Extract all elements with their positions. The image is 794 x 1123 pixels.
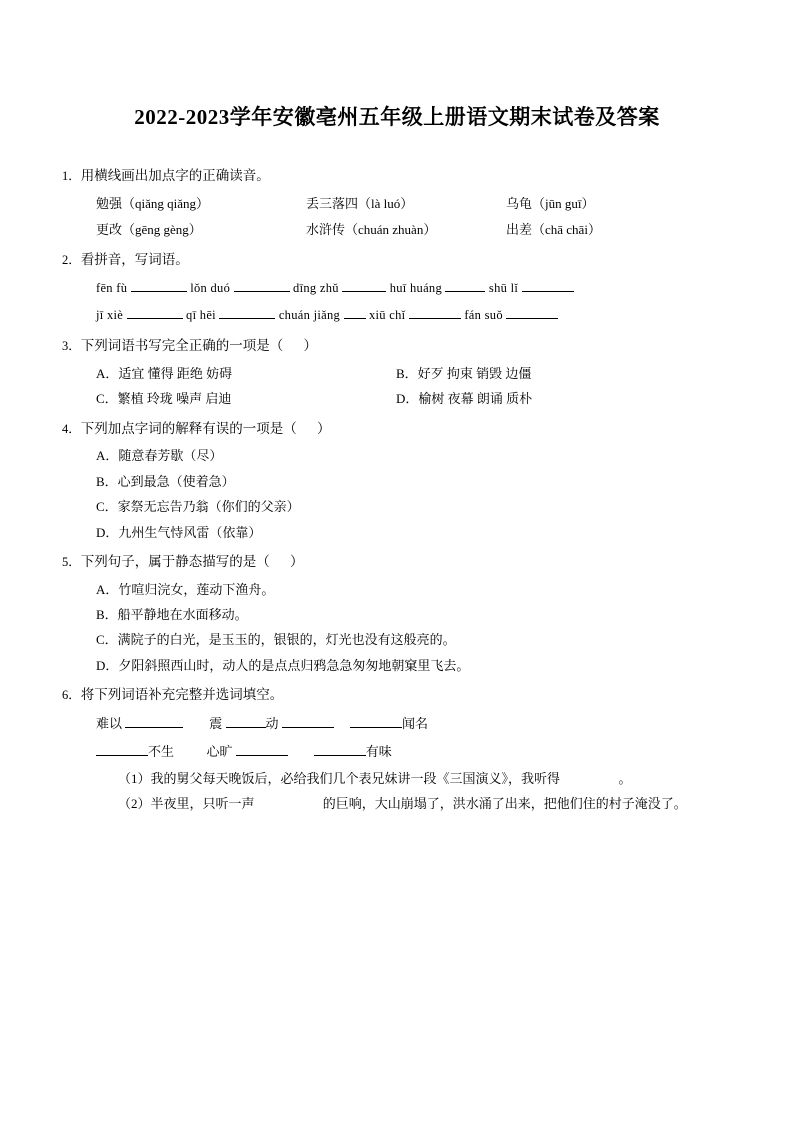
option-d[interactable]: D．榆树 夜幕 朗诵 质朴 [396,391,533,407]
question-6-number: 6． [62,688,81,703]
question-1-prompt: 用横线画出加点字的正确读音。 [80,168,270,184]
word-completion-row [96,710,732,738]
question-2 [62,249,732,329]
answer-blank[interactable] [226,714,266,728]
question-2-prompt: 看拼音，写词语。 [80,252,189,268]
answer-blank[interactable] [234,278,290,292]
option-b[interactable]: B．船平静地在水面移动。 [96,607,248,623]
option-row [96,361,732,386]
option-c[interactable]: C．繁植 玲珑 噪声 启迪 [96,391,232,407]
pinyin-word: dīng zhǔ [293,281,339,296]
answer-blank[interactable] [314,742,366,756]
option-d[interactable]: D．九州生气恃风雷（依靠） [96,524,262,540]
pinyin-word: huī huáng [389,281,443,296]
page-title: 2022-2023学年安徽亳州五年级上册语文期末试卷及答案 [134,105,660,129]
answer-blank[interactable] [127,305,183,319]
question-4-prompt: 下列加点字词的解释有误的一项是（ ） [80,420,331,436]
question-2-head [62,249,732,272]
answer-blank[interactable] [125,714,183,728]
option-a[interactable]: A．适宜 懂得 距绝 妨碍 [96,365,233,381]
sub-question-1: （1）我的舅父每天晚饭后，必给我们几个表兄妹讲一段《三国演义》，我听得 。 [118,770,632,786]
pinyin-row [96,302,732,329]
question-5-prompt: 下列句子，属于静态描写的是（ ） [80,553,304,569]
question-2-body [62,275,732,329]
answer-blank[interactable] [342,278,386,292]
option-a[interactable]: A．随意春芳歇（尽） [96,448,223,464]
question-4-body [62,443,732,544]
question-3-number: 3． [62,338,81,353]
question-6-body [62,710,732,817]
word-fragment: 有味 [365,744,392,760]
word-fragment: 不生 [148,744,175,760]
answer-blank[interactable] [219,305,275,319]
pronunciation-cell: 水浒传（chuán zhuàn） [306,222,437,238]
question-3-prompt: 下列词语书写完全正确的一项是（ ） [80,337,318,353]
question-3-body [62,361,732,412]
option-c[interactable]: C．满院子的白光，是玉玉的，银银的，灯光也没有这般亮的。 [96,632,456,648]
pinyin-word: lǒn duó [190,281,231,296]
word-fragment: 难以 [96,716,126,732]
option-d[interactable]: D．夕阳斜照西山时，动人的是点点归鸦急急匆匆地朝窠里飞去。 [96,657,470,673]
question-4-head [62,418,732,441]
pronunciation-cell: 乌龟（jūn guī） [506,196,595,212]
answer-blank[interactable] [131,278,187,292]
pronunciation-cell: 出差（chā chāi） [506,222,601,238]
answer-blank[interactable] [344,305,366,319]
question-1-head [62,165,732,188]
question-3-head [62,335,732,358]
answer-blank[interactable] [96,742,148,756]
sub-question-2: （2）半夜里，只听一声 的巨响，大山崩塌了，洪水涌了出来，把他们住的村子淹没了。 [118,796,687,812]
word-fragment: 动 [265,716,282,732]
answer-blank[interactable] [409,305,461,319]
answer-blank[interactable] [236,742,288,756]
pinyin-word: qī hēi [186,308,216,323]
question-5 [62,551,732,678]
pinyin-word: fán suǒ [464,308,503,323]
pinyin-row [96,275,732,302]
option-a[interactable]: A．竹喧归浣女，莲动下渔舟。 [96,581,275,597]
question-4 [62,418,732,545]
answer-blank[interactable] [350,714,402,728]
pinyin-word: chuán jiǎng [278,308,341,323]
pronunciation-cell: 丢三落四（là luó） [306,196,414,212]
question-6-prompt: 将下列词语补充完整并选词填空。 [80,687,284,703]
option-b[interactable]: B．好歹 拘束 销毁 边僵 [396,365,532,381]
answer-blank[interactable] [282,714,334,728]
option-b[interactable]: B．心到最急（使着急） [96,473,235,489]
pronunciation-row [96,217,732,243]
answer-blank[interactable] [445,278,485,292]
word-fragment: 震 [209,716,226,732]
word-fragment: 心旷 [206,744,236,760]
question-6 [62,684,732,817]
question-4-number: 4． [62,421,81,436]
pinyin-word: shū lǐ [488,281,519,296]
answer-blank[interactable] [506,305,558,319]
option-c[interactable]: C．家祭无忘告乃翁（你们的父亲） [96,499,300,515]
pinyin-word: xiū chǐ [368,308,406,323]
question-6-head [62,684,732,707]
word-fragment: 闻名 [402,716,429,732]
pinyin-word: fēn fù [96,281,128,296]
question-1-number: 1． [62,169,81,184]
word-completion-row [96,738,732,766]
question-5-number: 5． [62,554,81,569]
pinyin-word: jī xiè [96,308,124,323]
pronunciation-row [96,191,732,217]
question-1 [62,165,732,243]
pronunciation-cell: 勉强（qiǎng qiǎng） [96,196,210,212]
option-row [96,386,732,411]
question-3 [62,335,732,412]
pronunciation-cell: 更改（gēng gèng） [96,222,202,238]
question-1-body [62,191,732,243]
question-5-head [62,551,732,574]
answer-blank[interactable] [522,278,574,292]
question-2-number: 2． [62,253,81,268]
question-5-body [62,577,732,678]
